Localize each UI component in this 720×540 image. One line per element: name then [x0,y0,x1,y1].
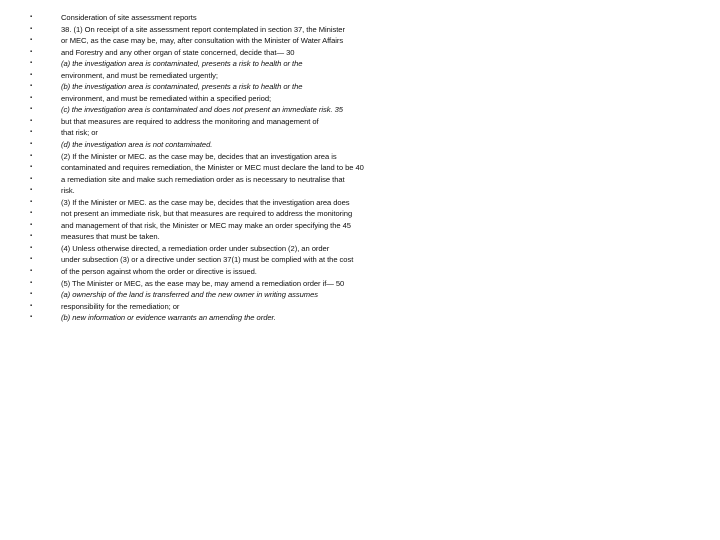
list-item [30,93,500,105]
list-item [30,104,500,116]
list-item [30,70,500,82]
bullet-icon: ▪ [30,141,33,148]
list-item [30,254,500,266]
bullet-icon: ▪ [30,152,33,159]
line-text: (a) the investigation area is contaminated, presents a risk to health or the [61,59,303,69]
list-item [30,174,500,186]
list-item [30,162,500,174]
list-item [30,266,500,278]
list-item [30,47,500,59]
list-item [30,139,500,151]
line-text: (2) If the Minister or MEC. as the case may be, decides that an investigation area is [61,151,337,161]
bullet-icon: ▪ [30,25,33,32]
bullet-icon: ▪ [30,60,33,67]
line-text: but that measures are required to address the monitoring and management of [61,116,319,126]
line-text: measures that must be taken. [61,232,160,242]
line-text: not present an immediate risk, but that measures are required to address the monitoring [61,209,353,219]
list-item [30,185,500,197]
bullet-icon: ▪ [30,268,33,275]
bullet-icon: ▪ [30,129,33,136]
bullet-icon: ▪ [30,117,33,124]
bullet-icon: ▪ [30,279,33,286]
list-item [30,81,500,93]
bullet-icon: ▪ [30,94,33,101]
bullet-list [30,12,500,324]
line-text: and Forestry and any other organ of state concerned, decide that— 30 [61,47,295,57]
bullet-icon: ▪ [30,314,33,321]
line-text: environment, and must be remediated within a specified period; [61,93,272,103]
list-item [30,197,500,209]
list-item [30,231,500,243]
line-text: (d) the investigation area is not contaminated. [61,140,213,150]
line-text: (b) new information or evidence warrants an amending the order. [61,313,276,323]
line-text: a remediation site and make such remediation order as is necessary to neutralise that [61,174,345,184]
line-text: that risk; or [61,128,98,138]
bullet-icon: ▪ [30,291,33,298]
line-text: (a) ownership of the land is transferred and the new owner in writing assumes [61,290,319,300]
bullet-icon: ▪ [30,14,33,20]
line-text: (c) the investigation area is contaminated and does not present an immediate risk. 35 [61,105,343,115]
line-text: Consideration of site assessment reports [61,13,197,22]
list-item [30,278,500,290]
list-item [30,116,500,128]
list-item [30,35,500,47]
list-item [30,24,500,36]
bullet-icon: ▪ [30,233,33,240]
line-text: of the person against whom the order or directive is issued. [61,267,257,277]
list-item [30,127,500,139]
list-item [30,58,500,70]
line-text: (5) The Minister or MEC, as the ease may be, may amend a remediation order if— 50 [61,278,345,288]
bullet-icon: ▪ [30,198,33,205]
line-text: (3) If the Minister or MEC. as the case may be, decides that the investigation area does [61,197,350,207]
line-text: and management of that risk, the Minister or MEC may make an order specifying the 45 [61,220,351,230]
list-item [30,312,500,324]
bullet-icon: ▪ [30,164,33,171]
list-item [30,220,500,232]
line-text: contaminated and requires remediation, the Minister or MEC must declare the land to be 40 [61,163,364,173]
line-text: 38. (1) On receipt of a site assessment report contemplated in section 37, the Minister [61,24,345,34]
list-item [30,208,500,220]
bullet-icon: ▪ [30,48,33,55]
bullet-icon: ▪ [30,175,33,182]
line-text: environment, and must be remediated urgently; [61,70,218,80]
list-item [30,289,500,301]
bullet-icon: ▪ [30,37,33,44]
bullet-icon: ▪ [30,106,33,113]
bullet-icon: ▪ [30,244,33,251]
line-text: risk. [61,186,75,196]
list-item [30,243,500,255]
bullet-icon: ▪ [30,302,33,309]
line-text: (b) the investigation area is contaminated, presents a risk to health or the [61,82,303,92]
bullet-icon: ▪ [30,221,33,228]
line-text: or MEC, as the case may be, may, after consultation with the Minister of Water Affairs [61,36,344,46]
bullet-icon: ▪ [30,71,33,78]
list-item [30,301,500,313]
bullet-icon: ▪ [30,256,33,263]
list-item [30,151,500,163]
list-item [30,12,500,24]
bullet-icon: ▪ [30,210,33,217]
bullet-icon: ▪ [30,83,33,90]
line-text: responsibility for the remediation; or [61,301,180,311]
bullet-icon: ▪ [30,187,33,194]
line-text: under subsection (3) or a directive under section 37(1) must be complied with at the cost [61,255,354,265]
line-text: (4) Unless otherwise directed, a remediation order under subsection (2), an order [61,243,330,253]
